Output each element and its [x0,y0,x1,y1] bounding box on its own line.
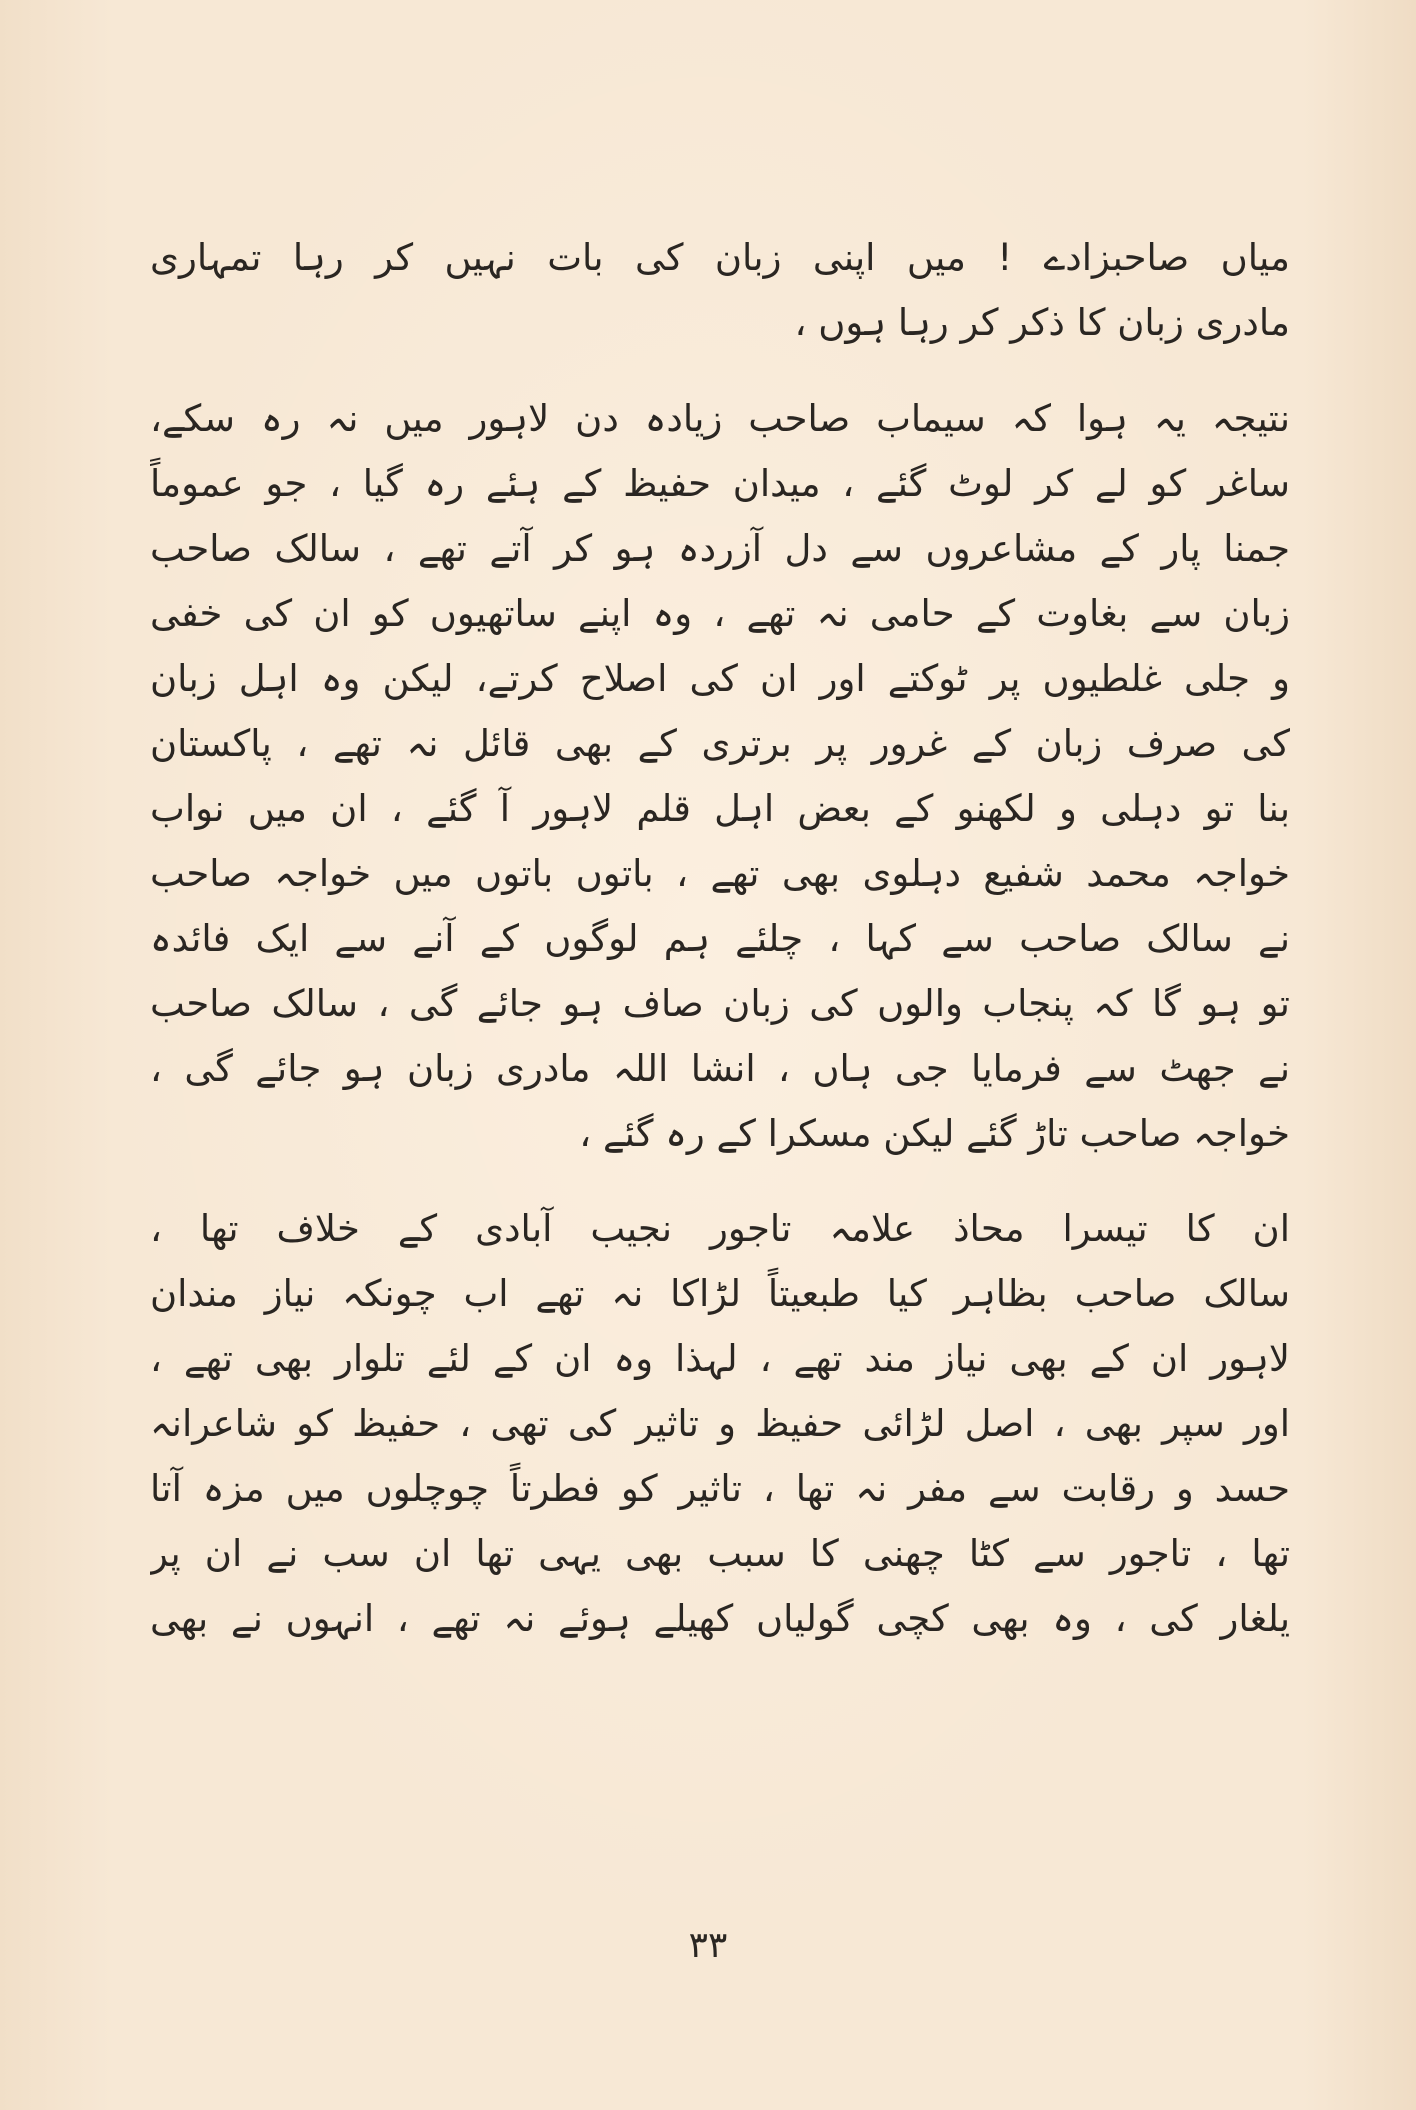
text-line: لاہور ان کے بھی نیاز مند تھے ، لہذا وہ ان کے لئے تلوار بھی تھے ، [150,1337,1290,1380]
text-line: ان کا تیسرا محاذ علامہ تاجور نجیب آبادی کے خلاف تھا ، [150,1207,1290,1250]
text-line: خواجہ محمد شفیع دہلوی بھی تھے ، باتوں باتوں میں خواجہ صاحب [150,852,1290,895]
text-line: یلغار کی ، وہ بھی کچی گولیاں کھیلے ہوئے نہ تھے ، انہوں نے بھی [150,1597,1290,1640]
text-line: نے سالک صاحب سے کہا ، چلئے ہم لوگوں کے آنے سے ایک فائدہ [150,917,1290,960]
text-line: ساغر کو لے کر لوٹ گئے ، میدان حفیظ کے ہئے رہ گیا ، جو عموماً [150,462,1290,505]
page-number: ۳۳ [688,1925,728,1966]
text-line: حسد و رقابت سے مفر نہ تھا ، تاثیر کو فطرتاً چوچلوں میں مزہ آتا [150,1467,1290,1510]
paragraph-3 [150,1196,1290,1651]
text-line: جمنا پار کے مشاعروں سے دل آزردہ ہو کر آتے تھے ، سالک صاحب [150,527,1290,570]
text-line: اور سپر بھی ، اصل لڑائی حفیظ و تاثیر کی تھی ، حفیظ کو شاعرانہ [150,1402,1290,1445]
text-line: و جلی غلطیوں پر ٹوکتے اور ان کی اصلاح کرتے، لیکن وہ اہل زبان [150,657,1290,700]
paragraph-1 [150,225,1290,355]
text-line: نتیجہ یہ ہوا کہ سیماب صاحب زیادہ دن لاہور میں نہ رہ سکے، [150,397,1290,440]
text-line: نے جھٹ سے فرمایا جی ہاں ، انشا اللہ مادری زبان ہو جائے گی ، [150,1047,1290,1090]
paragraph-2 [150,386,1290,1166]
text-line: میاں صاحبزادے ! میں اپنی زبان کی بات نہیں کر رہا تمہاری [150,236,1290,279]
text-line: خواجہ صاحب تاڑ گئے لیکن مسکرا کے رہ گئے ، [579,1112,1290,1155]
text-line: زبان سے بغاوت کے حامی نہ تھے ، وہ اپنے ساتھیوں کو ان کی خفی [150,592,1290,635]
page-text [150,225,1290,1651]
text-line: کی صرف زبان کے غرور پر برتری کے بھی قائل نہ تھے ، پاکستان [150,722,1290,765]
text-line: تو ہو گا کہ پنجاب والوں کی زبان صاف ہو جائے گی ، سالک صاحب [150,982,1290,1025]
text-line: سالک صاحب بظاہر کیا طبعیتاً لڑاکا نہ تھے اب چونکہ نیاز مندان [150,1272,1290,1315]
text-line: مادری زبان کا ذکر کر رہا ہوں ، [794,301,1290,344]
text-line: بنا تو دہلی و لکھنو کے بعض اہل قلم لاہور آ گئے ، ان میں نواب [150,787,1290,830]
text-line: تھا ، تاجور سے کٹا چھنی کا سبب بھی یہی تھا ان سب نے ان پر [150,1532,1290,1575]
